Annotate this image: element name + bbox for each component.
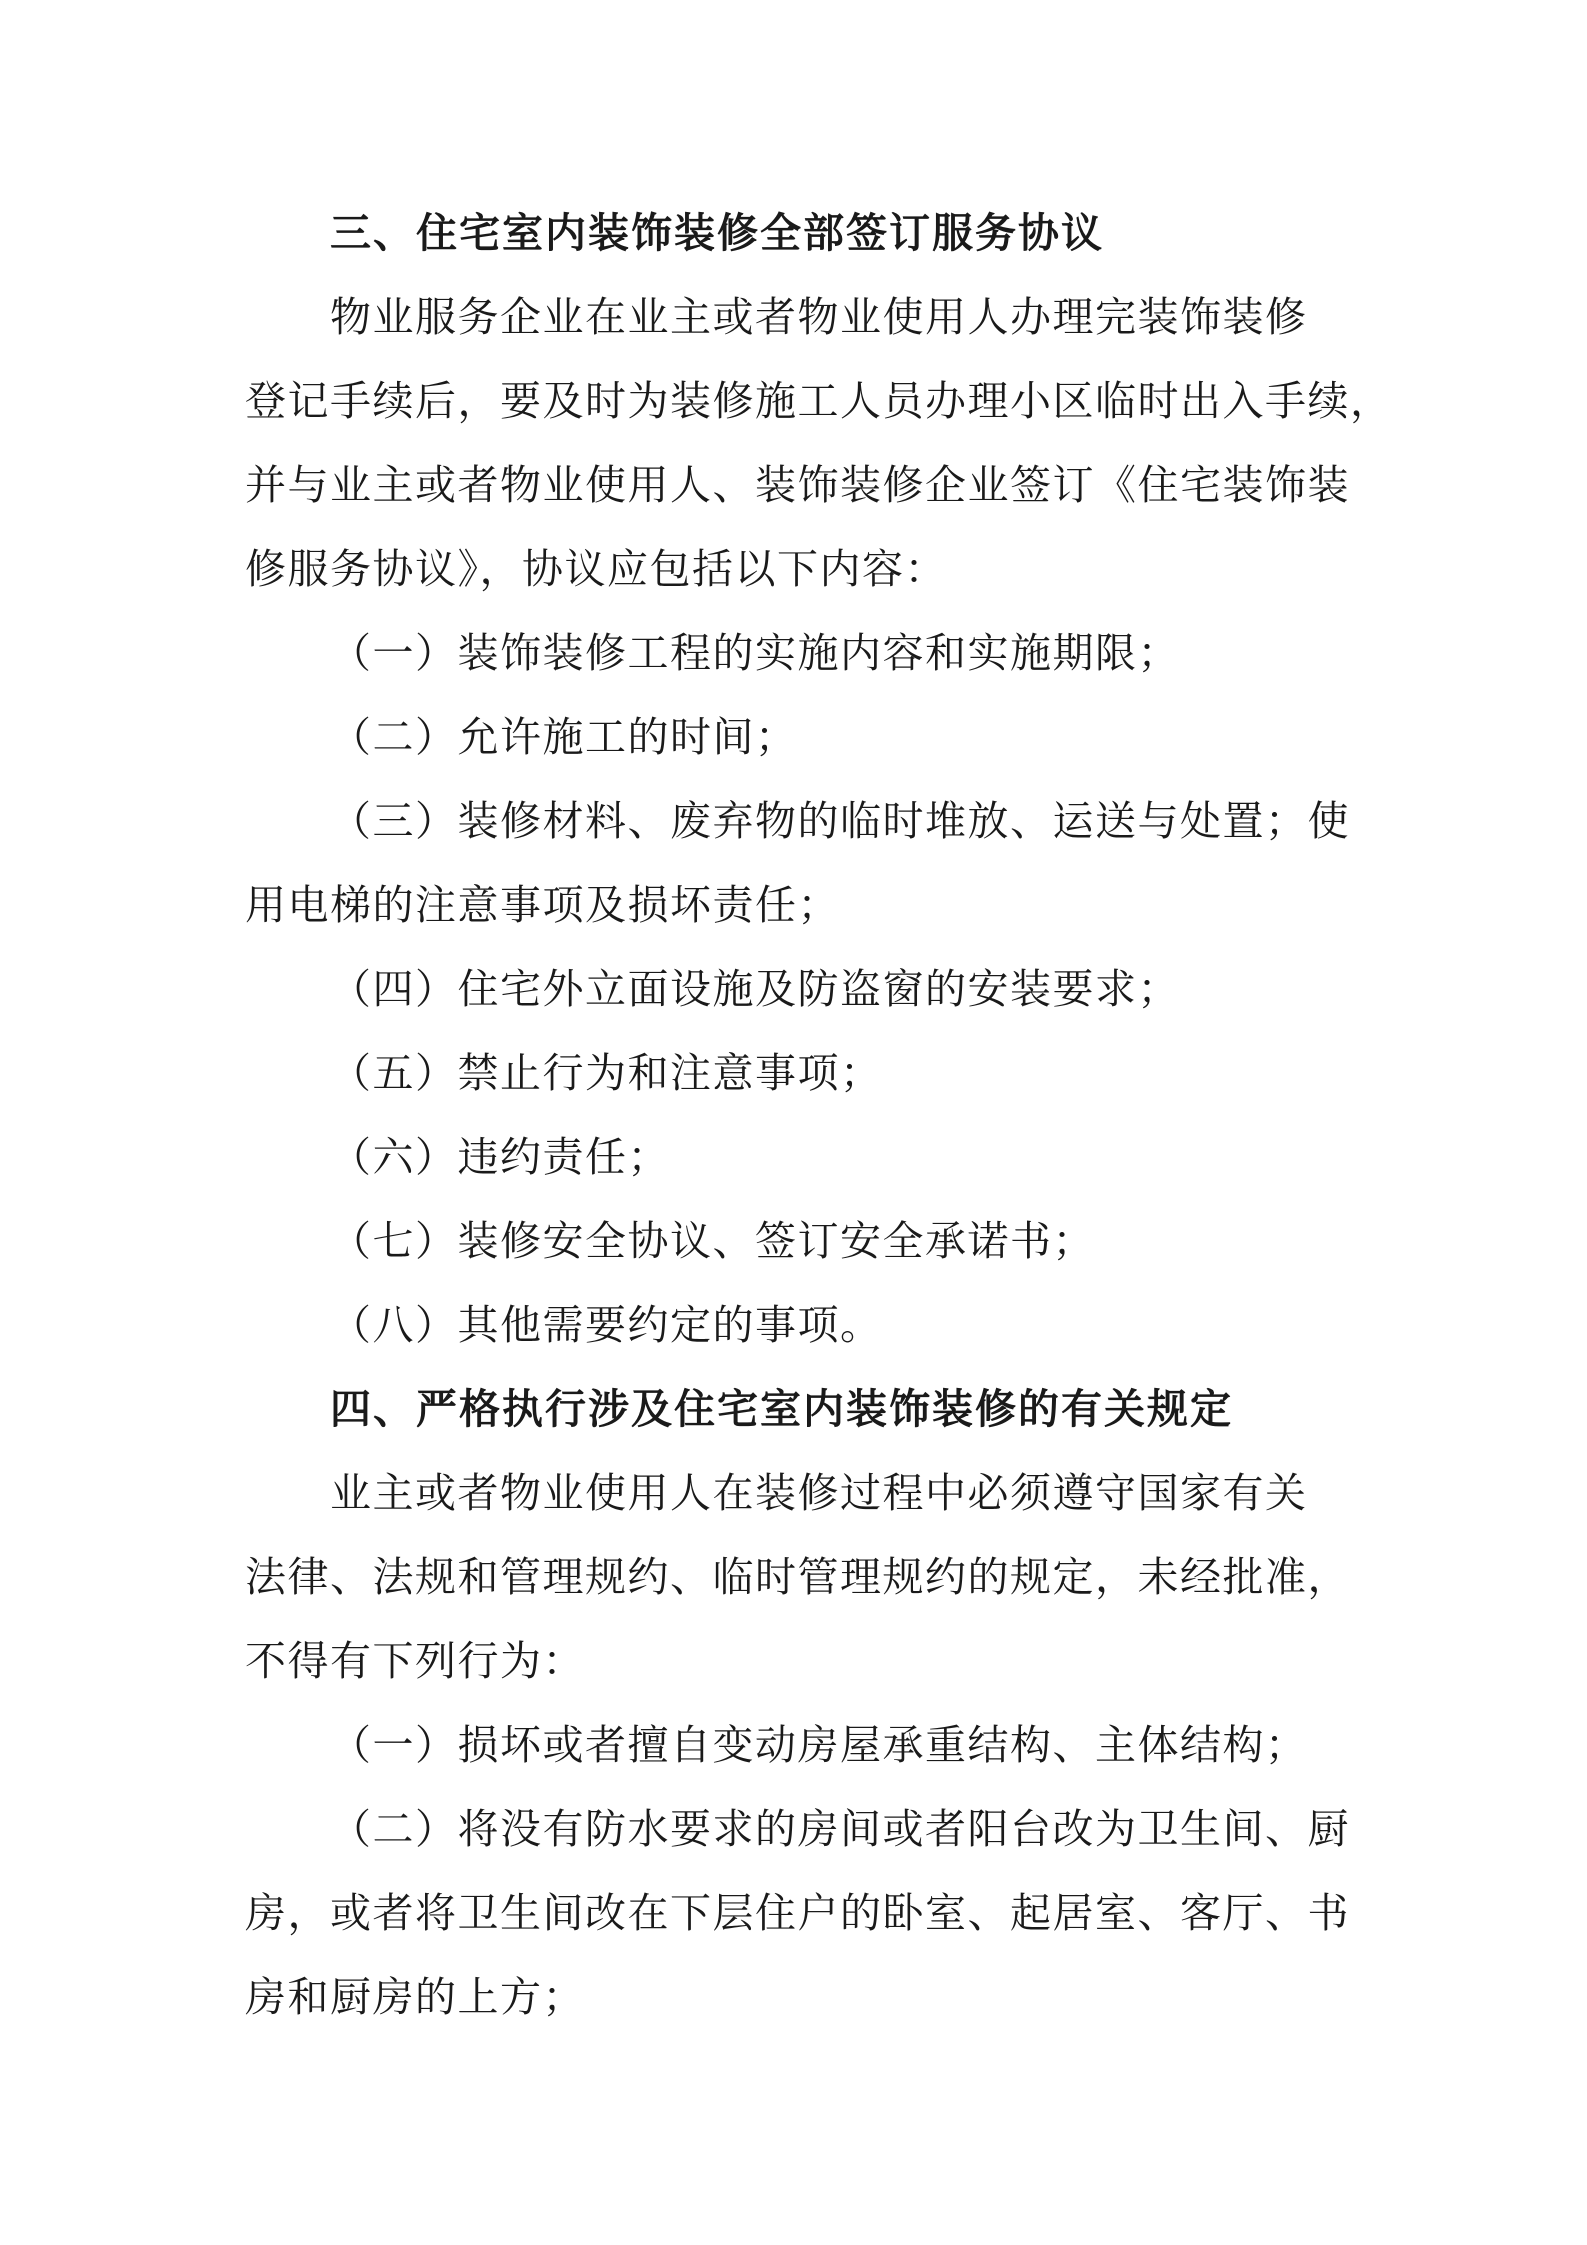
list-item: （七）装修安全协议、签订安全承诺书； (330, 1217, 1095, 1265)
list-item: （一）损坏或者擅自变动房屋承重结构、主体结构； (330, 1721, 1308, 1769)
section-heading-4: 四、严格执行涉及住宅室内装饰装修的有关规定 (330, 1385, 1233, 1433)
list-item: （三）装修材料、废弃物的临时堆放、运送与处置；使 (330, 797, 1350, 845)
list-item: （二）将没有防水要求的房间或者阳台改为卫生间、厨 (330, 1805, 1350, 1853)
list-item-continuation: 房，或者将卫生间改在下层住户的卧室、起居室、客厅、书 (245, 1889, 1350, 1937)
paragraph-line: 修服务协议》，协议应包括以下内容： (245, 545, 947, 593)
paragraph-line: 物业服务企业在业主或者物业使用人办理完装饰装修 (330, 293, 1308, 341)
list-item: （四）住宅外立面设施及防盗窗的安装要求； (330, 965, 1180, 1013)
paragraph-line: 法律、法规和管理规约、临时管理规约的规定，未经批准， (245, 1553, 1350, 1601)
paragraph-line: 并与业主或者物业使用人、装饰装修企业签订《住宅装饰装 (245, 461, 1350, 509)
list-item: （二）允许施工的时间； (330, 713, 798, 761)
list-item-continuation: 用电梯的注意事项及损坏责任； (245, 881, 840, 929)
section-heading-3: 三、住宅室内装饰装修全部签订服务协议 (330, 209, 1104, 257)
paragraph-line: 业主或者物业使用人在装修过程中必须遵守国家有关 (330, 1469, 1308, 1517)
paragraph-line: 登记手续后，要及时为装修施工人员办理小区临时出入手续， (245, 377, 1393, 425)
paragraph-line: 不得有下列行为： (245, 1637, 585, 1685)
list-item: （六）违约责任； (330, 1133, 670, 1181)
list-item: （五）禁止行为和注意事项； (330, 1049, 883, 1097)
list-item-continuation: 房和厨房的上方； (245, 1973, 585, 2021)
list-item: （八）其他需要约定的事项。 (330, 1301, 883, 1349)
list-item: （一）装饰装修工程的实施内容和实施期限； (330, 629, 1180, 677)
